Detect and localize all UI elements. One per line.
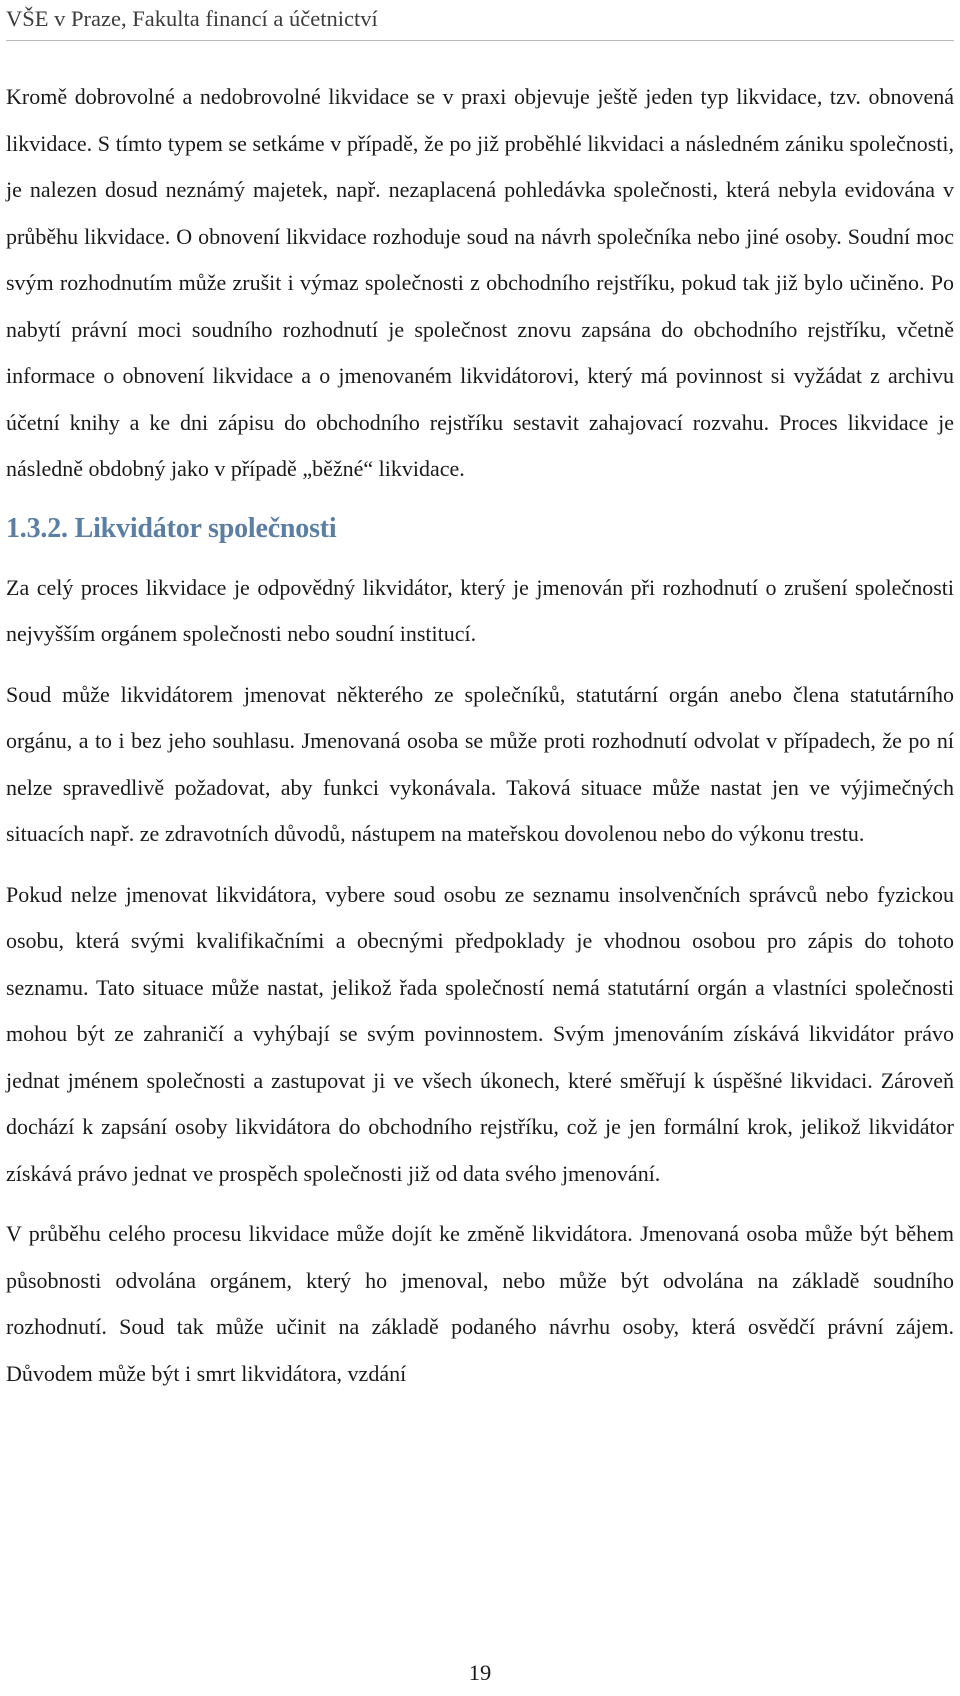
- page-number: 19: [468, 1660, 492, 1685]
- page-body: [6, 74, 954, 1411]
- running-header: VŠE v Praze, Fakulta financí a účetnictví: [6, 6, 378, 31]
- paragraph-zmena-likvidatora: V průběhu celého procesu likvidace může dojít ke změně likvidátora. Jmenovaná osoba může být během působnosti odvolána orgánem, který ho jmenoval, nebo může být odvolána na základě soudního rozhodnutí. Soud tak může učinit na základě podaného návrhu osoby, která osvědčí právní zájem. Důvodem může být i smrt likvidátora, vzdání: [6, 1221, 954, 1386]
- section-heading: 1.3.2. Likvidátor společnosti: [6, 512, 337, 544]
- paragraph-obnovena-likvidace: Kromě dobrovolné a nedobrovolné likvidace se v praxi objevuje ještě jeden typ likvidace, tzv. obnovená likvidace. S tímto typem se setkáme v případě, že po již proběhlé likvidaci a následném zániku společnosti, je nalezen dosud neznámý majetek, např. nezaplacená pohledávka společnosti, která nebyla evidována v průběhu likvidace. O obnovení likvidace rozhoduje soud na návrh společníka nebo jiné osoby. Soudní moc svým rozhodnutím může zrušit i výmaz společnosti z obchodního rejstříku, pokud tak již bylo učiněno. Po nabytí právní moci soudního rozhodnutí je společnost znovu zapsána do obchodního rejstříku, včetně informace o obnovení likvidace a o jmenovaném likvidátorovi, který má povinnost si vyžádat z archivu účetní knihy a ke dni zápisu do obchodního rejstříku sestavit zahajovací rozvahu. Proces likvidace je následně obdobný jako v případě „běžné“ likvidace.: [6, 84, 954, 481]
- paragraph-jmenovani-soudem: Soud může likvidátorem jmenovat některého ze společníků, statutární orgán anebo člena statutárního orgánu, a to i bez jeho souhlasu. Jmenovaná osoba se může proti rozhodnutí odvolat v případech, že po ní nelze spravedlivě požadovat, aby funkci vykonávala. Taková situace může nastat jen ve výjimečných situacích např. ze zdravotních důvodů, nástupem na mateřskou dovolenou nebo do výkonu trestu.: [6, 681, 954, 846]
- header-divider: [6, 40, 954, 41]
- paragraph-odpovedny-likvidator: Za celý proces likvidace je odpovědný likvidátor, který je jmenován při rozhodnutí o zrušení společnosti nejvyšším orgánem společnosti nebo soudní institucí.: [6, 574, 954, 646]
- paragraph-insolvencni-spravci: Pokud nelze jmenovat likvidátora, vybere soud osobu ze seznamu insolvenčních správců nebo fyzickou osobu, která svými kvalifikačními a obecnými předpoklady je vhodnou osobou pro zápis do tohoto seznamu. Tato situace může nastat, jelikož řada společností nemá statutární orgán a vlastníci společnosti mohou být ze zahraničí a vyhýbají se svým povinnostem. Svým jmenováním získává likvidátor právo jednat jménem společnosti a zastupovat ji ve všech úkonech, které směřují k úspěšné likvidaci. Zároveň dochází k zapsání osoby likvidátora do obchodního rejstříku, což je jen formální krok, jelikož likvidátor získává právo jednat ve prospěch společnosti již od data svého jmenování.: [6, 881, 954, 1186]
